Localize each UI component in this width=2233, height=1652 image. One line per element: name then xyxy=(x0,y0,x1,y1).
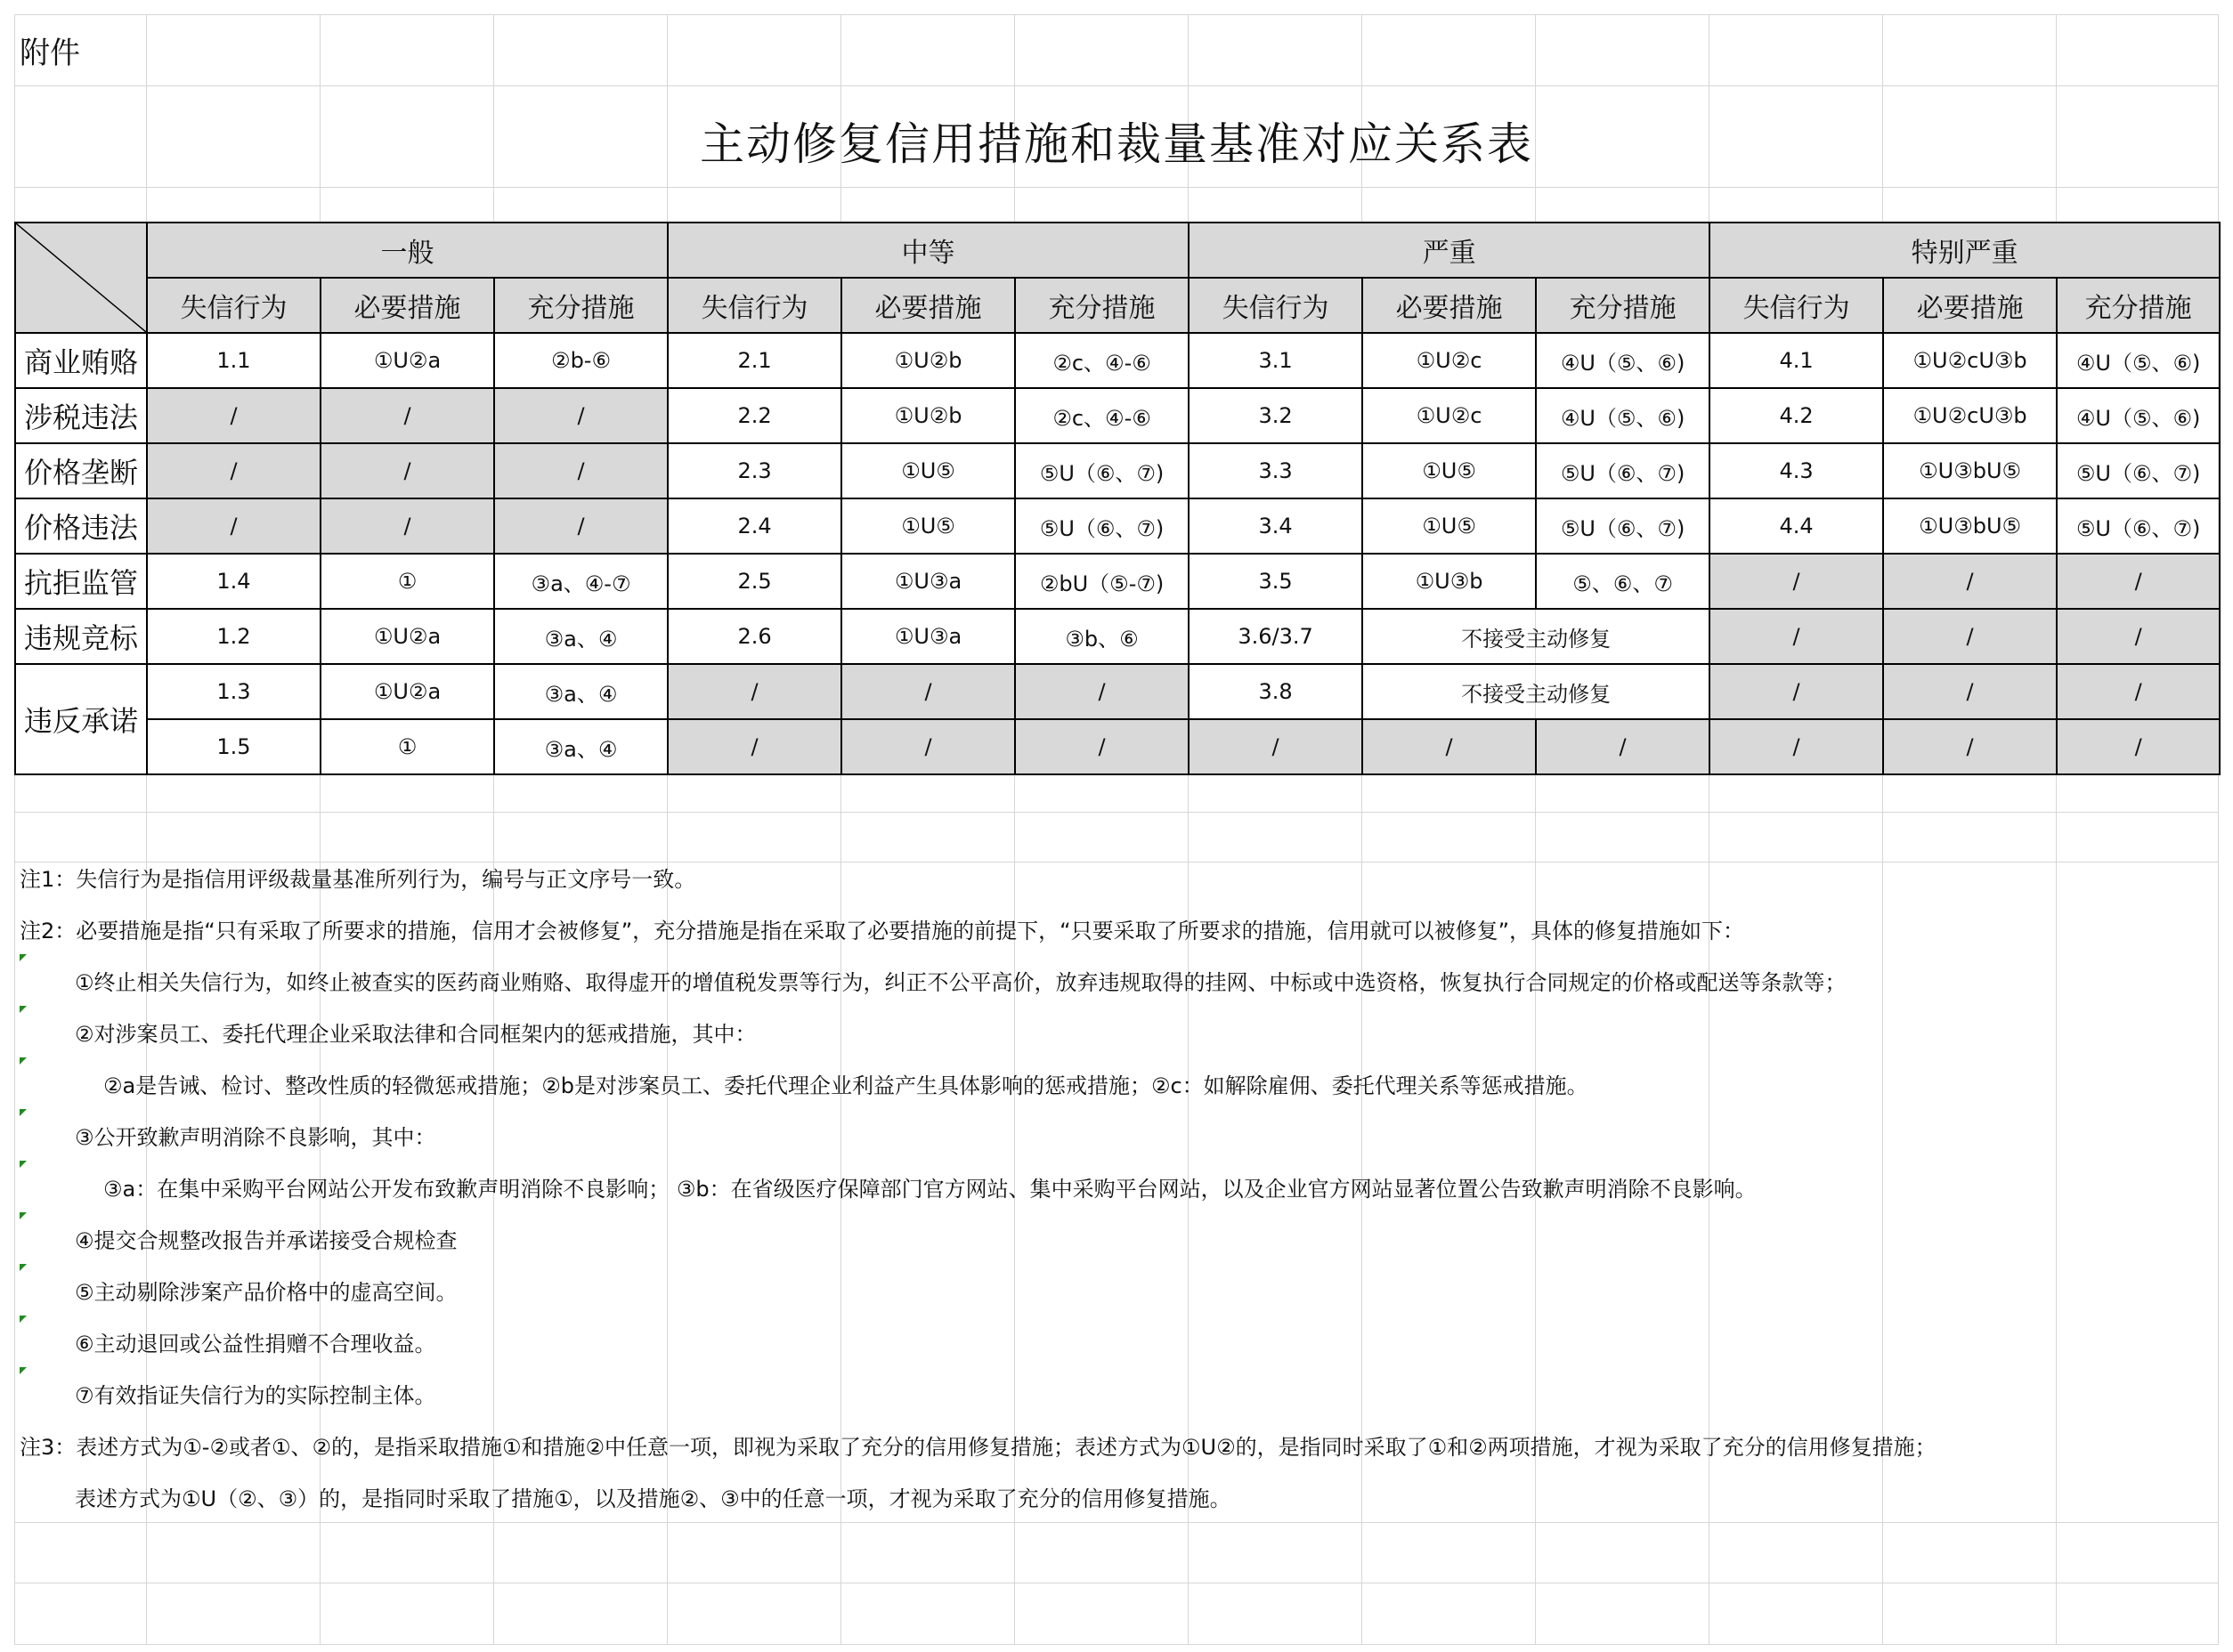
table-cell: 3.6/3.7 xyxy=(1189,609,1362,664)
table-cell: / xyxy=(841,719,1015,774)
cell-comment-marker xyxy=(20,1057,27,1065)
table-cell: / xyxy=(1362,719,1536,774)
table-cell: ②c、④-⑥ xyxy=(1015,333,1189,388)
note-3: 注3：表述方式为①-②或者①、②的，是指采取措施①和措施②中任意一项，即视为采取了充分的信用修复措施；表述方式为①U②的，是指同时采取了①和②两项措施，才视为采取了充分的信用修复措施； xyxy=(20,1435,1937,1460)
table-cell: / xyxy=(1189,719,1362,774)
table-cell: ④U（⑤、⑥) xyxy=(1536,333,1709,388)
table-cell: ①U②c xyxy=(1362,333,1536,388)
table-cell: 2.4 xyxy=(668,498,841,554)
sub-header: 失信行为 xyxy=(668,278,841,333)
table-cell: / xyxy=(668,664,841,719)
cell-comment-marker xyxy=(20,1212,27,1219)
table-cell: ②c、④-⑥ xyxy=(1015,388,1189,443)
measure-3: ③公开致歉声明消除不良影响，其中： xyxy=(75,1125,436,1150)
table-cell: / xyxy=(321,498,494,554)
table-cell: / xyxy=(1015,719,1189,774)
table-cell: ①U②cU③b xyxy=(1883,388,2057,443)
table-cell: ①U②b xyxy=(841,333,1015,388)
sub-header: 充分措施 xyxy=(1015,278,1189,333)
sub-header: 必要措施 xyxy=(1883,278,2057,333)
table-cell: / xyxy=(147,443,321,498)
table-cell: ①U③b xyxy=(1362,554,1536,609)
table-cell: / xyxy=(2057,554,2220,609)
row-header: 违反承诺 xyxy=(15,664,147,774)
table-cell: / xyxy=(668,719,841,774)
measure-6: ⑥主动退回或公益性捐赠不合理收益。 xyxy=(75,1332,436,1356)
table-cell: ①U②a xyxy=(321,664,494,719)
measure-1: ①终止相关失信行为，如终止被查实的医药商业贿赂、取得虚开的增值税发票等行为，纠正不公平高价，放弃违规取得的挂网、中标或中选资格，恢复执行合同规定的价格或配送等条款等； xyxy=(75,970,1847,995)
table-cell: ①U③bU⑤ xyxy=(1883,443,2057,498)
table-cell: ①U⑤ xyxy=(841,443,1015,498)
table-cell: 3.3 xyxy=(1189,443,1362,498)
table-cell: 1.4 xyxy=(147,554,321,609)
cell-comment-marker xyxy=(20,1264,27,1271)
table-cell: ①U③bU⑤ xyxy=(1883,498,2057,554)
attachment-label: 附件 xyxy=(20,36,80,71)
cell-comment-marker xyxy=(20,1109,27,1116)
cell-comment-marker xyxy=(20,1367,27,1374)
table-cell: ①U⑤ xyxy=(1362,498,1536,554)
table-cell: ①U⑤ xyxy=(841,498,1015,554)
table-cell: 2.6 xyxy=(668,609,841,664)
table-row xyxy=(15,498,2220,554)
table-cell: ⑤U（⑥、⑦) xyxy=(2057,498,2220,554)
table-row xyxy=(15,443,2220,498)
row-header: 价格违法 xyxy=(15,498,147,554)
table-cell: / xyxy=(2057,664,2220,719)
table-cell: ⑤U（⑥、⑦) xyxy=(1015,498,1189,554)
table-cell: ③b、⑥ xyxy=(1015,609,1189,664)
table-cell: ②bU（⑤-⑦) xyxy=(1015,554,1189,609)
table-cell: 3.1 xyxy=(1189,333,1362,388)
table-cell: ①U②c xyxy=(1362,388,1536,443)
row-header: 抗拒监管 xyxy=(15,554,147,609)
table-cell: ⑤、⑥、⑦ xyxy=(1536,554,1709,609)
note-3-cont: 表述方式为①U（②、③）的，是指同时采取了措施①，以及措施②、③中的任意一项，才视为采取了充分的信用修复措施。 xyxy=(75,1486,1231,1511)
table-cell: 4.2 xyxy=(1709,388,1883,443)
cell-comment-marker xyxy=(20,1316,27,1323)
table-cell: 1.2 xyxy=(147,609,321,664)
table-cell: 不接受主动修复 xyxy=(1362,664,1709,719)
cell-comment-marker xyxy=(20,954,27,961)
table-cell: ③a、④-⑦ xyxy=(494,554,668,609)
table-cell: ⑤U（⑥、⑦) xyxy=(1536,498,1709,554)
table-cell: 2.2 xyxy=(668,388,841,443)
note-1: 注1：失信行为是指信用评级裁量基准所列行为，编号与正文序号一致。 xyxy=(20,867,696,892)
table-cell: 1.5 xyxy=(147,719,321,774)
sub-header-row xyxy=(15,278,2220,333)
table-row xyxy=(15,664,2220,719)
table-cell: / xyxy=(1015,664,1189,719)
row-header: 价格垄断 xyxy=(15,443,147,498)
table-row xyxy=(15,388,2220,443)
table-cell: / xyxy=(147,388,321,443)
table-cell: ④U（⑤、⑥) xyxy=(1536,388,1709,443)
cell-comment-marker xyxy=(20,1161,27,1168)
cell-comment-marker xyxy=(20,1006,27,1013)
table-cell: / xyxy=(1883,554,2057,609)
table-cell: / xyxy=(1883,719,2057,774)
table-cell: ⑤U（⑥、⑦) xyxy=(1015,443,1189,498)
sub-header: 充分措施 xyxy=(494,278,668,333)
table-cell: ① xyxy=(321,554,494,609)
level-header: 中等 xyxy=(668,223,1189,278)
table-cell: ①U②b xyxy=(841,388,1015,443)
table-cell: 3.2 xyxy=(1189,388,1362,443)
table-cell: ①U②cU③b xyxy=(1883,333,2057,388)
page-title: 主动修复信用措施和裁量基准对应关系表 xyxy=(700,118,1533,170)
row-header: 违规竞标 xyxy=(15,609,147,664)
level-header-row xyxy=(15,223,2220,278)
sub-header: 失信行为 xyxy=(1189,278,1362,333)
level-header: 严重 xyxy=(1189,223,1709,278)
table-cell: ①U⑤ xyxy=(1362,443,1536,498)
table-cell: ①U③a xyxy=(841,554,1015,609)
sub-header: 充分措施 xyxy=(2057,278,2220,333)
sub-header: 必要措施 xyxy=(321,278,494,333)
table-cell: ③a、④ xyxy=(494,609,668,664)
table-row xyxy=(15,609,2220,664)
table-cell: 3.8 xyxy=(1189,664,1362,719)
row-header: 商业贿赂 xyxy=(15,333,147,388)
table-cell: / xyxy=(841,664,1015,719)
table-cell: / xyxy=(321,388,494,443)
measure-7: ⑦有效指证失信行为的实际控制主体。 xyxy=(75,1383,436,1408)
table-cell: / xyxy=(1883,609,2057,664)
table-cell: 2.5 xyxy=(668,554,841,609)
table-cell: / xyxy=(147,498,321,554)
diagonal-corner-cell xyxy=(15,223,147,333)
table-cell: / xyxy=(2057,719,2220,774)
measure-2: ②对涉案员工、委托代理企业采取法律和合同框架内的惩戒措施，其中： xyxy=(75,1022,757,1047)
table-cell: 1.3 xyxy=(147,664,321,719)
table-cell: / xyxy=(1709,554,1883,609)
table-cell: / xyxy=(1883,664,2057,719)
table-cell: ⑤U（⑥、⑦) xyxy=(1536,443,1709,498)
table-cell: / xyxy=(494,498,668,554)
table-cell: 3.5 xyxy=(1189,554,1362,609)
measure-2-detail: ②a是告诫、检讨、整改性质的轻微惩戒措施；②b是对涉案员工、委托代理企业利益产生具体影响的惩戒措施；②c：如解除雇佣、委托代理关系等惩戒措施。 xyxy=(103,1073,1588,1098)
table-cell: ④U（⑤、⑥) xyxy=(2057,333,2220,388)
table-cell: / xyxy=(321,443,494,498)
table-cell: ① xyxy=(321,719,494,774)
table-cell: / xyxy=(2057,609,2220,664)
table-cell: 不接受主动修复 xyxy=(1362,609,1709,664)
table-cell: 2.1 xyxy=(668,333,841,388)
table-cell: / xyxy=(494,388,668,443)
table-cell: ②b-⑥ xyxy=(494,333,668,388)
measure-4: ④提交合规整改报告并承诺接受合规检查 xyxy=(75,1228,458,1253)
sub-header: 失信行为 xyxy=(147,278,321,333)
table-row xyxy=(15,719,2220,774)
table-cell: / xyxy=(1709,719,1883,774)
level-header: 一般 xyxy=(147,223,668,278)
table-cell: 4.4 xyxy=(1709,498,1883,554)
table-cell: ③a、④ xyxy=(494,719,668,774)
sub-header: 必要措施 xyxy=(1362,278,1536,333)
sub-header: 必要措施 xyxy=(841,278,1015,333)
table-cell: ④U（⑤、⑥) xyxy=(2057,388,2220,443)
table-row xyxy=(15,333,2220,388)
table-cell: / xyxy=(1709,609,1883,664)
row-header: 涉税违法 xyxy=(15,388,147,443)
sub-header: 失信行为 xyxy=(1709,278,1883,333)
level-header: 特别严重 xyxy=(1709,223,2220,278)
table-cell: 4.1 xyxy=(1709,333,1883,388)
measure-5: ⑤主动剔除涉案产品价格中的虚高空间。 xyxy=(75,1280,458,1305)
table-cell: ⑤U（⑥、⑦) xyxy=(2057,443,2220,498)
table-cell: 2.3 xyxy=(668,443,841,498)
table-cell: ③a、④ xyxy=(494,664,668,719)
table-cell: / xyxy=(1536,719,1709,774)
table-cell: / xyxy=(1709,664,1883,719)
measure-3-detail: ③a：在集中采购平台网站公开发布致歉声明消除不良影响； ③b：在省级医疗保障部门官方网站、集中采购平台网站，以及企业官方网站显著位置公告致歉声明消除不良影响。 xyxy=(103,1177,1757,1202)
table-row xyxy=(15,554,2220,609)
table-cell: ①U②a xyxy=(321,609,494,664)
table-cell: 4.3 xyxy=(1709,443,1883,498)
table-cell: ①U②a xyxy=(321,333,494,388)
note-2: 注2：必要措施是指“只有采取了所要求的措施，信用才会被修复”，充分措施是指在采取了必要措施的前提下，“只要采取了所要求的措施，信用就可以被修复”，具体的修复措施如下： xyxy=(20,919,1744,943)
table-cell: / xyxy=(494,443,668,498)
sub-header: 充分措施 xyxy=(1536,278,1709,333)
measures-table xyxy=(14,222,2221,775)
table-cell: 1.1 xyxy=(147,333,321,388)
table-cell: 3.4 xyxy=(1189,498,1362,554)
table-cell: ①U③a xyxy=(841,609,1015,664)
